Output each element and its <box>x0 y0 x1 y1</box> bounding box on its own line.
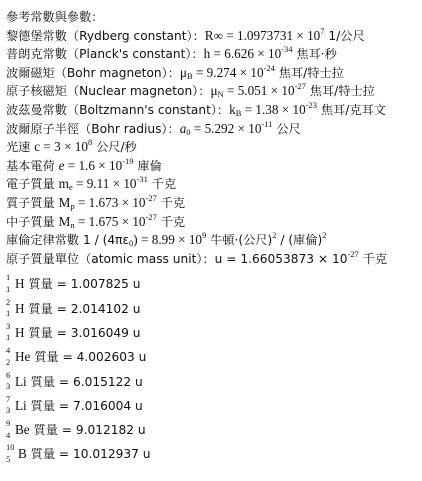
constant-line <box>6 194 422 213</box>
nuclide-indices <box>6 345 15 367</box>
constant-subscript: p <box>70 200 75 211</box>
coulomb-exp: 9 <box>202 230 207 241</box>
nuclide-mass: 質量 = 6.015122 u <box>26 374 143 389</box>
nuclide-line <box>6 370 422 394</box>
constant-line <box>6 157 422 176</box>
nuclide-line <box>6 418 422 442</box>
constant-value: = 1.6 × 10 <box>64 157 123 173</box>
atomic-number: 1 <box>6 308 11 319</box>
constant-unit: 庫倫 <box>133 158 162 173</box>
constant-label: 普朗克常數（Planck's constant）： <box>6 47 204 62</box>
constant-value: = 3 × 10 <box>40 139 88 155</box>
constant-exponent: -31 <box>136 174 148 185</box>
constant-line <box>6 101 422 120</box>
constant-unit: 焦耳·秒 <box>292 47 337 62</box>
constant-label: 基本電荷 <box>6 158 59 173</box>
nuclide-list <box>6 272 422 466</box>
amu-line <box>6 250 422 269</box>
constant-unit: 千克 <box>156 214 186 229</box>
constant-value: = 9.274 × 10 <box>192 64 264 80</box>
mass-number: 9 <box>6 418 11 429</box>
constant-unit: 公尺/秒 <box>92 140 137 155</box>
amu-label: 原子質量單位（atomic mass unit）：u = 1.66053873 × 10 <box>6 251 348 266</box>
nuclide-indices <box>6 418 15 440</box>
coulomb-unit1: 牛頓·(公尺) <box>206 233 273 248</box>
constant-exponent: -11 <box>261 118 273 129</box>
constant-unit: 千克 <box>156 195 186 210</box>
atomic-number: 1 <box>6 283 11 294</box>
atomic-number: 3 <box>6 405 11 416</box>
atomic-number: 5 <box>6 453 11 464</box>
element-symbol: H <box>15 324 25 340</box>
constant-label: 波爾原子半徑（Bohr radius）： <box>6 121 180 136</box>
mass-number: 7 <box>6 393 11 404</box>
constant-unit: 千克 <box>147 177 177 192</box>
constant-label: 原子核磁矩（Nuclear magneton）： <box>6 84 211 99</box>
mass-number: 1 <box>6 272 11 283</box>
atomic-number: 2 <box>6 356 11 367</box>
constant-symbol: c <box>34 139 41 155</box>
element-symbol: H <box>15 300 25 316</box>
coulomb-sub: 0 <box>129 238 134 249</box>
constant-subscript: N <box>217 89 224 100</box>
constant-label: 電子質量 <box>6 177 59 192</box>
constant-exponent: 7 <box>320 25 325 36</box>
mass-number: 2 <box>6 296 11 307</box>
constant-symbol: a <box>179 120 187 136</box>
constant-exponent: 8 <box>87 137 93 148</box>
constant-subscript: n <box>70 219 75 230</box>
constant-line <box>6 45 422 64</box>
constant-unit: 焦耳/特士拉 <box>305 84 375 99</box>
constant-exponent: -34 <box>281 44 293 55</box>
element-symbol: Li <box>15 373 27 389</box>
nuclide-indices <box>6 272 15 294</box>
constant-value: = 1.675 × 10 <box>74 213 146 229</box>
coulomb-value: ) = 8.99 × 10 <box>133 232 203 248</box>
constant-subscript: B <box>235 107 242 118</box>
constant-line <box>6 82 422 101</box>
constants-list <box>6 27 422 232</box>
constant-symbol: k <box>229 101 236 117</box>
nuclide-mass: 質量 = 2.014102 u <box>24 301 141 316</box>
nuclide-line <box>6 442 422 466</box>
constant-symbol: e <box>58 157 65 173</box>
coulomb-constant-line <box>6 231 422 250</box>
nuclide-mass: 質量 = 7.016004 u <box>26 398 143 413</box>
element-symbol: B <box>18 446 27 462</box>
constant-value: = 1.38 × 10 <box>241 101 306 117</box>
constant-unit: 1/公尺 <box>324 28 365 43</box>
element-symbol: He <box>15 349 31 365</box>
constant-exponent: -24 <box>263 62 275 73</box>
constant-unit: 焦耳/特士拉 <box>274 65 344 80</box>
constant-exponent: -27 <box>145 211 157 222</box>
constant-line <box>6 175 422 194</box>
nuclide-indices <box>6 296 15 319</box>
constant-exponent: -23 <box>305 99 318 110</box>
nuclide-mass: 質量 = 9.012182 u <box>29 423 146 438</box>
constant-line <box>6 138 422 157</box>
constant-line <box>6 27 422 46</box>
coulomb-unit2: / (庫倫) <box>276 233 323 248</box>
constant-symbol: m <box>58 176 69 192</box>
constant-label: 波茲曼常數（Boltzmann's constant）： <box>6 102 230 117</box>
mass-number: 4 <box>6 345 11 356</box>
constant-value: = 1.673 × 10 <box>74 194 146 210</box>
element-symbol: Li <box>15 397 27 413</box>
constant-value: = 6.626 × 10 <box>210 46 282 62</box>
atomic-number: 1 <box>6 332 11 343</box>
nuclide-mass: 質量 = 1.007825 u <box>24 277 141 292</box>
nuclide-mass: 質量 = 10.012937 u <box>26 447 151 462</box>
constant-line <box>6 64 422 83</box>
coulomb-exp2: 2 <box>272 230 277 241</box>
constant-label: 黎德堡常數（Rydberg constant）： <box>6 28 205 43</box>
nuclide-line <box>6 321 422 345</box>
amu-unit: 千克 <box>358 251 388 266</box>
mass-number: 10 <box>6 442 15 453</box>
page-title: 參考常數與參數： <box>6 10 104 24</box>
constant-unit: 公尺 <box>272 121 301 136</box>
constant-symbol: M <box>58 194 71 210</box>
constant-label: 中子質量 <box>6 214 59 229</box>
constant-value: = 5.051 × 10 <box>223 83 295 99</box>
amu-exp: -27 <box>347 248 359 259</box>
nuclide-line <box>6 272 422 296</box>
atomic-number: 3 <box>6 381 11 391</box>
constant-symbol: μ <box>179 64 187 80</box>
nuclide-indices <box>6 393 15 416</box>
mass-number: 6 <box>6 369 11 380</box>
constant-exponent: -27 <box>145 192 157 203</box>
constant-line <box>6 120 422 139</box>
nuclide-indices <box>6 320 15 343</box>
constant-symbol: R∞ <box>204 27 223 43</box>
nuclide-line <box>6 297 422 321</box>
constant-value: = 9.11 × 10 <box>72 176 137 192</box>
nuclide-mass: 質量 = 4.002603 u <box>30 350 147 365</box>
mass-number: 3 <box>6 320 11 331</box>
constant-value: = 5.292 × 10 <box>190 120 262 136</box>
constant-exponent: -27 <box>294 81 306 92</box>
coulomb-label: 庫倫定律常數 1 / (4πε <box>6 233 130 248</box>
constant-symbol: M <box>58 213 71 229</box>
nuclide-line <box>6 345 422 369</box>
constant-symbol: h <box>203 46 211 62</box>
nuclide-indices <box>6 442 18 464</box>
constant-subscript: 0 <box>186 126 191 137</box>
coulomb-exp3: 2 <box>322 230 327 241</box>
nuclide-indices <box>6 369 15 391</box>
constant-line <box>6 213 422 232</box>
constant-subscript: B <box>186 70 193 81</box>
constant-subscript: e <box>68 182 73 193</box>
element-symbol: Be <box>15 422 30 438</box>
element-symbol: H <box>15 276 25 292</box>
constant-value: = 1.0973731 × 10 <box>222 27 321 43</box>
constant-exponent: -19 <box>122 155 134 166</box>
constant-label: 光速 <box>6 140 35 155</box>
constant-label: 質子質量 <box>6 195 59 210</box>
constant-symbol: μ <box>210 83 218 99</box>
constant-label: 波爾磁矩（Bohr magneton）： <box>6 65 180 80</box>
nuclide-mass: 質量 = 3.016049 u <box>24 325 141 340</box>
constant-unit: 焦耳/克耳文 <box>317 102 386 117</box>
atomic-number: 4 <box>6 429 11 440</box>
nuclide-line <box>6 394 422 418</box>
